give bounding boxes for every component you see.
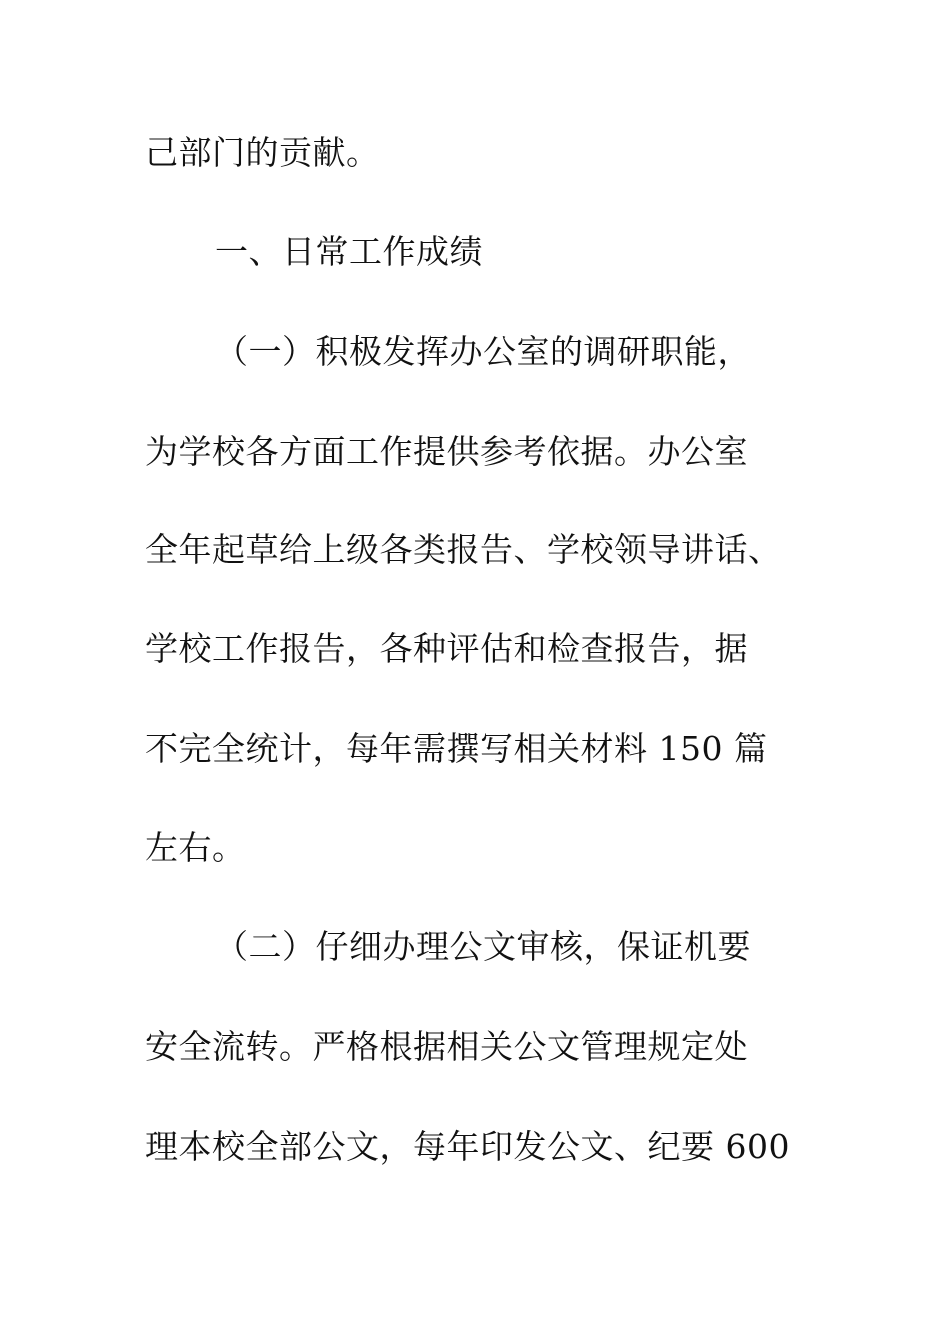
subsection-2-heading-line: （二）仔细办理公文审核，保证机要 [215, 927, 751, 966]
subsection-1-body-line: 学校工作报告，各种评估和检查报告，据 [145, 629, 748, 668]
subsection-1-body-line: 不完全统计，每年需撰写相关材料 150 篇 [145, 729, 768, 768]
paragraph-continuation-line: 己部门的贡献。 [145, 133, 380, 172]
subsection-1-body-line: 全年起草给上级各类报告、学校领导讲话、 [145, 530, 782, 569]
subsection-2-body-line: 理本校全部公文，每年印发公文、纪要 600 [145, 1127, 790, 1166]
subsection-1-heading-line: （一）积极发挥办公室的调研职能， [215, 332, 751, 371]
subsection-1-body-line: 左右。 [145, 828, 246, 867]
section-heading: 一、日常工作成绩 [215, 232, 483, 271]
subsection-1-body-line: 为学校各方面工作提供参考依据。办公室 [145, 432, 748, 471]
subsection-2-body-line: 安全流转。严格根据相关公文管理规定处 [145, 1027, 748, 1066]
